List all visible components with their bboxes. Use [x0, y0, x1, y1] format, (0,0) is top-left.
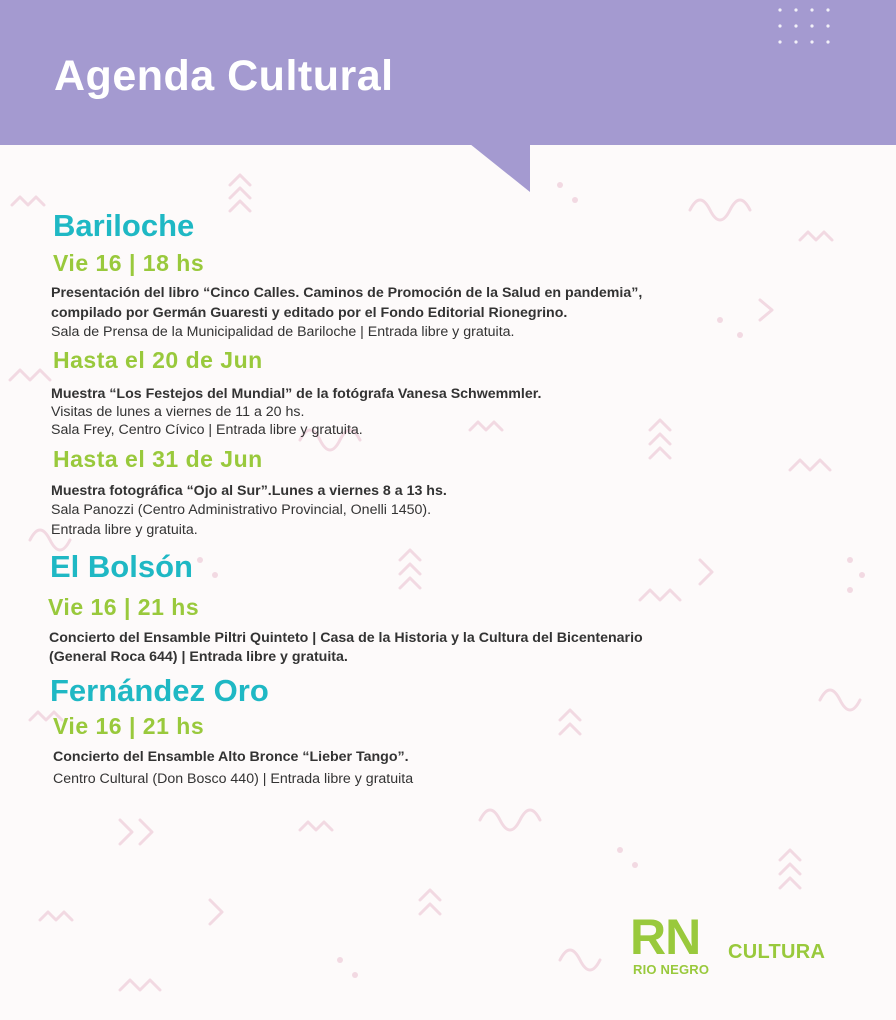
event-schedule: Visitas de lunes a viernes de 11 a 20 hs. [51, 404, 305, 420]
event-description: Muestra fotográfica “Ojo al Sur”.Lunes a viernes 8 a 13 hs. [51, 483, 447, 499]
city-heading-fernandez-oro: Fernández Oro [50, 673, 269, 708]
event-description: (General Roca 644) | Entrada libre y gratuita. [49, 649, 348, 665]
page-title: Agenda Cultural [54, 52, 394, 100]
dots-decoration [778, 8, 829, 43]
event-date: Hasta el 20 de Jun [53, 347, 263, 373]
event-date: Hasta el 31 de Jun [53, 446, 263, 472]
event-description: compilado por Germán Guaresti y editado por el Fondo Editorial Rionegrino. [51, 305, 568, 321]
cultura-wordmark: CULTURA [728, 941, 826, 963]
event-venue: Sala de Prensa de la Municipalidad de Bariloche | Entrada libre y gratuita. [51, 324, 515, 340]
event-admission: Entrada libre y gratuita. [51, 522, 198, 538]
rio-negro-wordmark: RIO NEGRO [633, 962, 710, 977]
event-description: Concierto del Ensamble Alto Bronce “Lieber Tango”. [53, 749, 409, 765]
rn-logo-mark: RN [630, 909, 701, 965]
event-description: Muestra “Los Festejos del Mundial” de la fotógrafa Vanesa Schwemmler. [51, 386, 542, 402]
event-venue: Sala Frey, Centro Cívico | Entrada libre y gratuita. [51, 422, 363, 438]
event-description: Concierto del Ensamble Piltri Quinteto | Casa de la Historia y la Cultura del Bicentenario [49, 630, 643, 646]
event-date: Vie 16 | 21 hs [48, 594, 200, 620]
city-heading-el-bolson: El Bolsón [50, 549, 193, 584]
event-date: Vie 16 | 21 hs [53, 713, 205, 739]
event-description: Presentación del libro “Cinco Calles. Caminos de Promoción de la Salud en pandemia”, [51, 285, 643, 301]
city-heading-bariloche: Bariloche [53, 208, 195, 243]
event-venue: Sala Panozzi (Centro Administrativo Provincial, Onelli 1450). [51, 502, 432, 518]
event-venue: Centro Cultural (Don Bosco 440) | Entrada libre y gratuita [53, 771, 414, 787]
event-date: Vie 16 | 18 hs [53, 250, 205, 276]
